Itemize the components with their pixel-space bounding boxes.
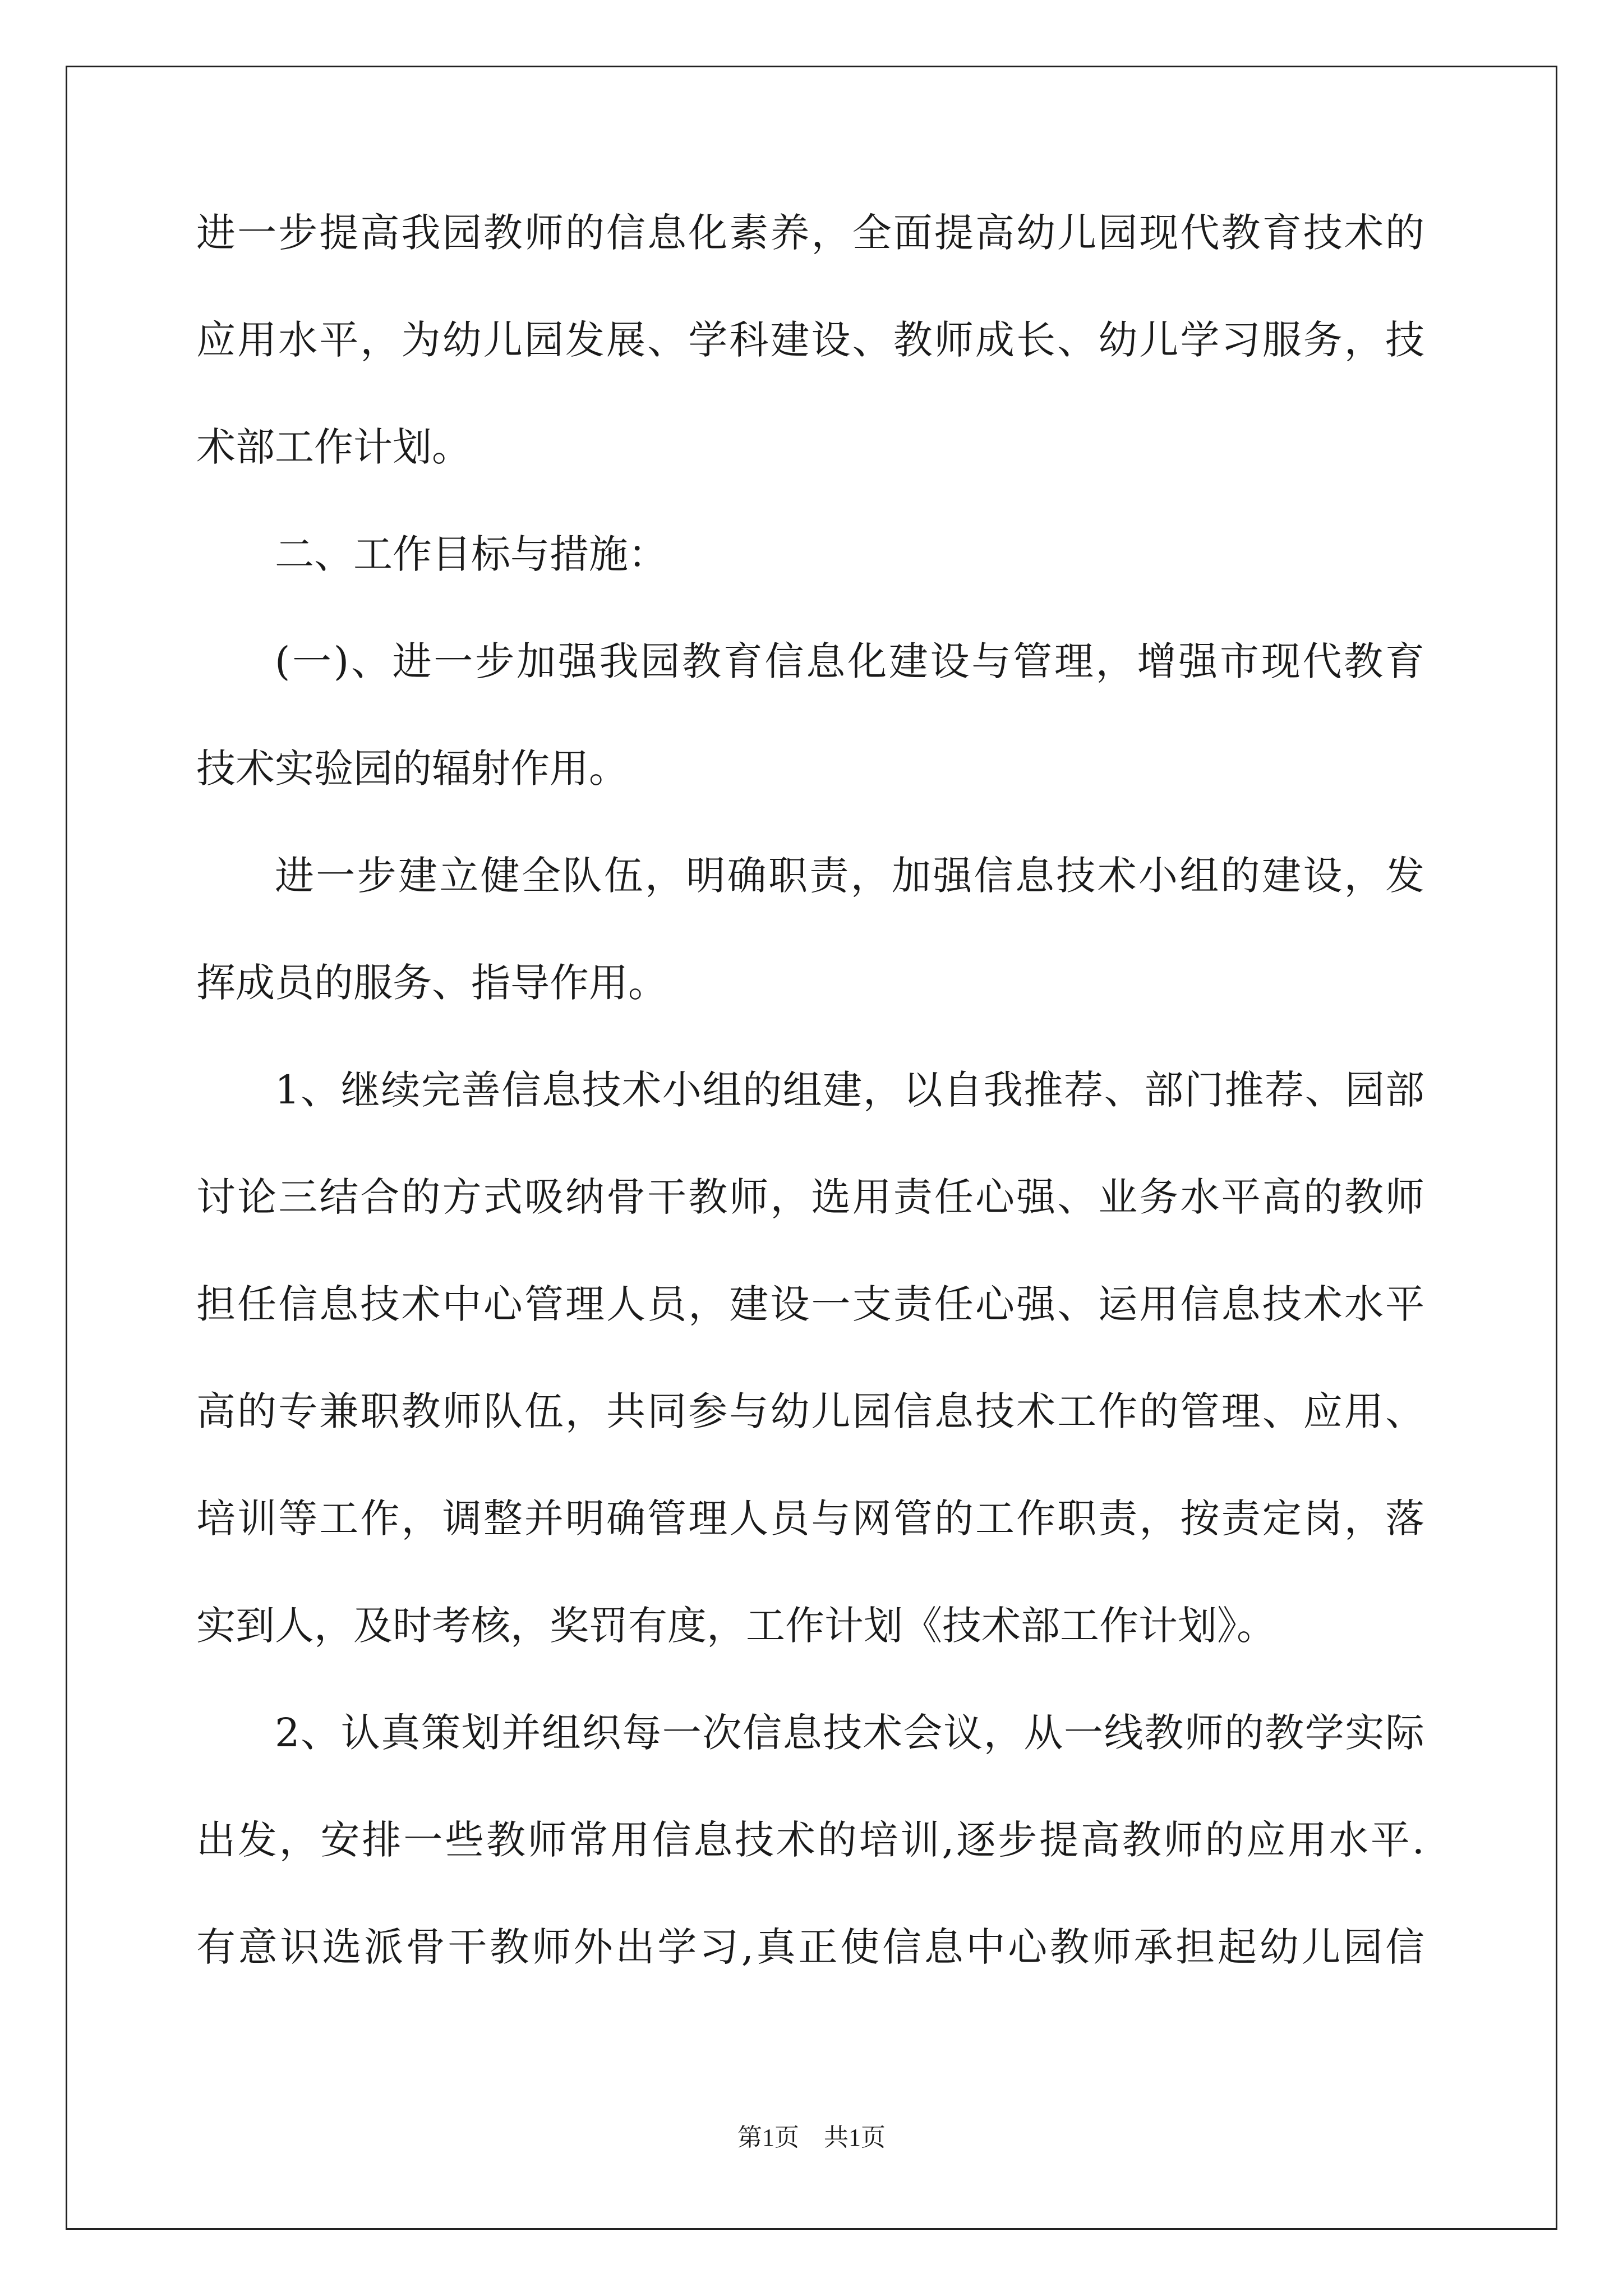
body-line: 术部工作计划。 bbox=[196, 424, 471, 470]
body-line: 实到人，及时考核，奖罚有度，工作计划《技术部工作计划》。 bbox=[196, 1603, 1276, 1649]
body-line: 出发，安排一些教师常用信息技术的培训,逐步提高教师的应用水平. bbox=[196, 1817, 1424, 1863]
body-line: 培训等工作，调整并明确管理人员与网管的工作职责，按责定岗，落 bbox=[196, 1496, 1424, 1542]
body-line: 技术实验园的辐射作用。 bbox=[196, 746, 628, 792]
subsection-heading: (一)、进一步加强我园教育信息化建设与管理，增强市现代教育 bbox=[275, 638, 1424, 684]
body-line: 高的专兼职教师队伍，共同参与幼儿园信息技术工作的管理、应用、 bbox=[196, 1388, 1424, 1434]
body-line: 讨论三结合的方式吸纳骨干教师，选用责任心强、业务水平高的教师 bbox=[196, 1174, 1424, 1220]
body-line: 应用水平，为幼儿园发展、学科建设、教师成长、幼儿学习服务，技 bbox=[196, 317, 1424, 363]
body-line: 进一步提高我园教师的信息化素养，全面提高幼儿园现代教育技术的 bbox=[196, 210, 1424, 256]
body-line: 挥成员的服务、指导作用。 bbox=[196, 960, 667, 1006]
body-line: 1、继续完善信息技术小组的组建，以自我推荐、部门推荐、园部 bbox=[275, 1067, 1424, 1113]
body-line: 2、认真策划并组织每一次信息技术会议，从一线教师的教学实际 bbox=[275, 1710, 1424, 1756]
page-number-footer: 第1页 共1页 bbox=[737, 2124, 886, 2151]
body-line: 进一步建立健全队伍，明确职责，加强信息技术小组的建设，发 bbox=[275, 853, 1424, 899]
body-line: 担任信息技术中心管理人员，建设一支责任心强、运用信息技术水平 bbox=[196, 1281, 1424, 1327]
section-heading: 二、工作目标与措施： bbox=[275, 531, 667, 577]
body-line: 有意识选派骨干教师外出学习,真正使信息中心教师承担起幼儿园信 bbox=[196, 1924, 1424, 1970]
document-body bbox=[196, 209, 1424, 2031]
